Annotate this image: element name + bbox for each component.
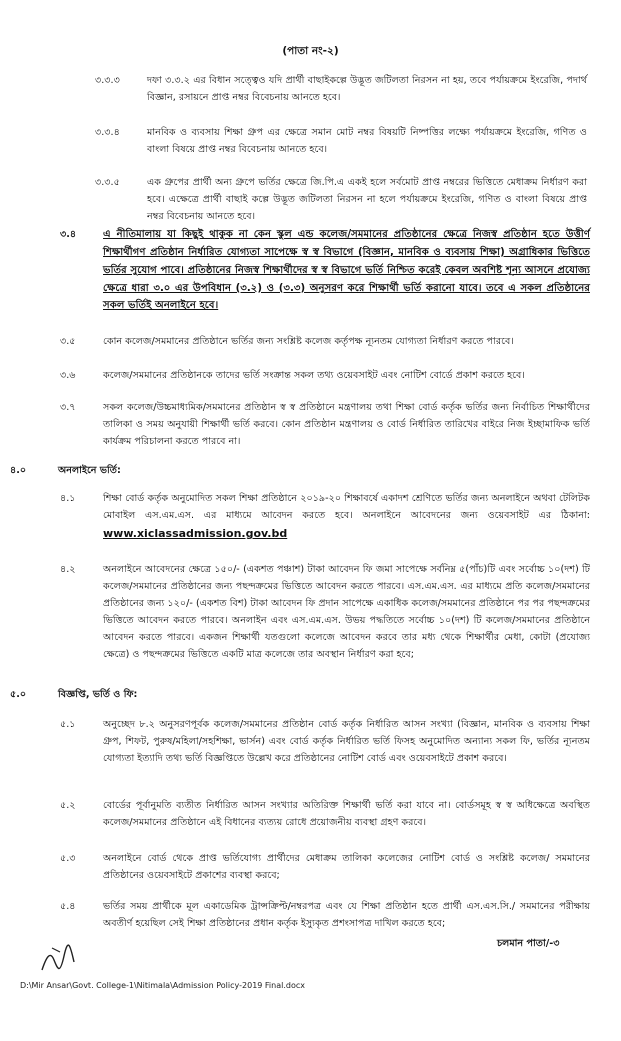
clause-3-4 [60, 226, 590, 316]
clause-text: মানবিক ও ব্যবসায় শিক্ষা গ্রুপ এর ক্ষেত্রে সমান মোট নম্বর বিষয়টি নিষ্পত্তির লক্ষ্যে পর্যায়ক্রমে ইংরেজি, গণিত ও বাংলা বিষয়ে প্রাপ্ত নম্বর বিবেচনায় আনতে হবে। [147, 127, 587, 156]
document-file-path: D:\Mir Ansar\Govt. College-1\Nitimala\Admission Policy-2019 Final.docx [20, 981, 305, 990]
clause-text-wrap [103, 490, 590, 544]
section-number: ৪.০ [10, 465, 27, 476]
clause-text: কোন কলেজ/সমমানের প্রতিষ্ঠানে ভর্তির জন্য সংশ্লিষ্ট কলেজ কর্তৃপক্ষ ন্যূনতম যোগ্যতা নির্ধারণ করতে পারবে। [103, 336, 514, 347]
clause-text: এ নীতিমালায় যা কিছুই থাকুক না কেন স্কুল এন্ড কলেজ/সমমানের প্রতিষ্ঠানের ক্ষেত্রে নিজস্ব প্রতিষ্ঠান হতে উত্তীর্ণ শিক্ষার্থীগণ প্রতিষ্ঠান নির্ধারিত যোগ্যতা সাপেক্ষে স্ব স্ব বিভাগে (বিজ্ঞান, মানবিক ও ব্যবসায় শিক্ষা) অগ্রাধিকার ভিত্তিতে ভর্তির সুযোগ পাবে। প্রতিষ্ঠানের নিজস্ব শিক্ষার্থীদের স্ব স্ব বিভাগে ভর্তি নিশ্চিত করেই কেবল অবশিষ্ট শূন্য আসনে প্রযোজ্য ক্ষেত্রে ধারা ৩.০ এর উপবিধান (৩.২) ও (৩.৩) অনুসরণ করে শিক্ষার্থী ভর্তি করানো যাবে। তবে এ সকল প্রতিষ্ঠানের সকল ভর্তিই অনলাইনে হবে। [103, 229, 590, 312]
clause-text: শিক্ষা বোর্ড কর্তৃক অনুমোদিত সকল শিক্ষা প্রতিষ্ঠানে ২০১৯-২০ শিক্ষাবর্ষে একাদশ শ্রেণিতে ভর্তির জন্য অনলাইনে অথবা টেলিটক মোবাইল এস.এম.এস. এর মাধ্যমে আবেদন করতে হবে। অনলাইনে আবেদনের জন্য ওয়েবসাইট এর ঠিকানা: [103, 493, 590, 522]
clause-3-7 [60, 399, 590, 455]
section-number: ৫.০ [10, 689, 27, 700]
clause-text: অনুচ্ছেদ ৮.২ অনুসরণপূর্বক কলেজ/সমমানের প্রতিষ্ঠান বোর্ড কর্তৃক নির্ধারিত আসন সংখ্যা (বিজ্ঞান, মানবিক ও ব্যবসায় শিক্ষা গ্রুপ, শিফট, পুরুষ/মহিলা/সহশিক্ষা, ভার্সন) এবং বোর্ড কর্তৃক নির্ধারিত ভর্তি ফিসহ অনুমোদিত অন্যান্য সকল ফি, ভর্তির ন্যূনতম যোগ্যতা ইত্যাদি তথ্য ভর্তি বিজ্ঞপ্তিতে উল্লেখ করে প্রতিষ্ঠানের নোটিশ বোর্ড এবং ওয়েবসাইটে প্রকাশ করবে। [103, 719, 590, 765]
clause-number: ৫.৪ [60, 901, 76, 912]
clause-5-3 [60, 850, 590, 890]
clause-4-2 [60, 561, 590, 676]
clause-number: ৩.৩.৩ [95, 75, 120, 86]
clause-text: বোর্ডের পূর্বানুমতি ব্যতীত নির্ধারিত আসন সংখ্যার অতিরিক্ত শিক্ষার্থী ভর্তি করা যাবে না। বোর্ডসমূহ স্ব স্ব অধিক্ষেত্রে অবস্থিত কলেজ/সমমানের প্রতিষ্ঠানে এই বিধানের ব্যত্যয় রোধে প্রয়োজনীয় ব্যবস্থা গ্রহণ করবে। [103, 800, 590, 829]
clause-number: ৫.২ [60, 800, 76, 811]
clause-number: ৫.১ [60, 719, 76, 730]
clause-text: ভর্তির সময় প্রার্থীকে মূল একাডেমিক ট্রান্সক্রিপ্ট/নম্বরপত্র এবং যে শিক্ষা প্রতিষ্ঠান হতে প্রার্থী এস.এস.সি./ সমমানের পরীক্ষায় অবতীর্ণ হয়েছিল সেই শিক্ষা প্রতিষ্ঠানের প্রধান কর্তৃক ইস্যুকৃত প্রশংসাপত্র দাখিল করতে হবে; [103, 901, 590, 930]
clause-5-4 [60, 898, 590, 938]
clause-text: সকল কলেজ/উচ্চমাধ্যমিক/সমমানের প্রতিষ্ঠান স্ব স্ব প্রতিষ্ঠানে মন্ত্রণালয় তথা শিক্ষা বোর্ড কর্তৃক ভর্তির জন্য নির্বাচিত শিক্ষার্থীদের তালিকা ও সময় অনুযায়ী শিক্ষার্থী ভর্তি করবে। কোন প্রতিষ্ঠান মন্ত্রণালয় ও বোর্ড নির্ধারিত তারিখের বাইরে নিজ ইচ্ছামাফিক ভর্তি কার্যক্রম পরিচালনা করতে পারবে না। [103, 402, 590, 448]
clause-5-1 [60, 716, 590, 786]
clause-number: ৫.৩ [60, 853, 76, 864]
clause-number: ৩.৩.৪ [95, 127, 120, 138]
clause-number: ৩.৭ [60, 402, 76, 413]
clause-text: অনলাইনে আবেদনের ক্ষেত্রে ১৫০/- (একশত পঞ্চাশ) টাকা আবেদন ফি জমা সাপেক্ষে সর্বনিম্ন ৫(পাঁচ)টি এবং সর্বোচ্চ ১০(দশ) টি কলেজ/সমমানের প্রতিষ্ঠানের জন্য পছন্দক্রমের ভিত্তিতে আবেদন করতে পারবে। এস.এম.এস. এর মাধ্যমে প্রতি কলেজ/সমমানের প্রতিষ্ঠানের জন্য ১২০/- (একশত বিশ) টাকা আবেদন ফি প্রদান সাপেক্ষে একাধিক কলেজ/সমমানের প্রতিষ্ঠানে পর পর পছন্দক্রমের ভিত্তিতে আবেদন করতে পারবে। অনলাইন এবং এস.এম.এস. উভয় পদ্ধতিতে সর্বোচ্চ ১০(দশ) টি কলেজ/সমমানের প্রতিষ্ঠানে আবেদন করতে পারবে। একজন শিক্ষার্থী যতগুলো কলেজে আবেদন করবে তার মধ্য থেকে শিক্ষার্থীর মেধা, কোটা (প্রযোজ্য ক্ষেত্রে) ও পছন্দক্রমের ভিত্তিতে একটি মাত্র কলেজে তার অবস্থান নির্ধারণ করা হবে; [103, 564, 590, 661]
clause-text: এক গ্রুপের প্রার্থী অন্য গ্রুপে ভর্তির ক্ষেত্রে জি.পি.এ একই হলে সর্বমোট প্রাপ্ত নম্বরের ভিত্তিতে মেধাক্রম নির্ধারণ করা হবে। এক্ষেত্রে প্রার্থী বাছাই কল্পে উদ্ভূত জটিলতা নিরসন না হলে পর্যায়ক্রমে ইংরেজি, গণিত ও বাংলা বিষয়ে প্রাপ্ত নম্বর বিবেচনায় আনতে হবে। [147, 177, 587, 223]
clause-number: ৩.৬ [60, 370, 76, 381]
clause-3-5 [60, 333, 590, 353]
clause-number: ৩.৩.৫ [95, 177, 120, 188]
section-5-heading [10, 686, 310, 706]
clause-3-6 [60, 367, 590, 387]
clause-number: ৩.৫ [60, 336, 76, 347]
section-title: অনলাইনে ভর্তি: [58, 465, 121, 476]
page-number-label: (পাতা নং-২) [282, 45, 339, 57]
clause-text: কলেজ/সমমানের প্রতিষ্ঠানকে তাদের ভর্তি সংক্রান্ত সকল তথ্য ওয়েবসাইট এবং নোটিশ বোর্ডে প্রকাশ করতে হবে। [103, 370, 525, 381]
signature-mark [38, 940, 78, 976]
clause-text: দফা ৩.৩.২ এর বিধান সত্ত্বেও যদি প্রার্থী বাছাইকল্পে উদ্ভূত জটিলতা নিরসন না হয়, তবে পর্যায়ক্রমে ইংরেজি, পদার্থ বিজ্ঞান, রসায়নে প্রাপ্ত নম্বর বিবেচনায় আনতে হবে। [147, 75, 587, 104]
clause-number: ৪.১ [60, 493, 76, 504]
clause-5-2 [60, 797, 590, 837]
section-4-heading [10, 462, 310, 482]
clause-3-3-4 [95, 124, 587, 164]
clause-3-3-5 [95, 174, 587, 230]
clause-3-3-3 [95, 72, 587, 112]
continued-page-label: চলমান পাতা/-৩ [497, 938, 560, 949]
clause-text: অনলাইনে বোর্ড থেকে প্রাপ্ত ভর্তিযোগ্য প্রার্থীদের মেধাক্রম তালিকা কলেজের নোটিশ বোর্ড ও সংশ্লিষ্ট কলেজ/ সমমানের প্রতিষ্ঠানের ওয়েবসাইটে প্রকাশের ব্যবস্থা করবে; [103, 853, 590, 882]
clause-4-1 [60, 490, 590, 554]
clause-number: ৩.৪ [60, 229, 77, 240]
section-title: বিজ্ঞপ্তি, ভর্তি ও ফি: [58, 689, 138, 700]
clause-number: ৪.২ [60, 564, 76, 575]
admission-website-link[interactable]: www.xiclassadmission.gov.bd [103, 527, 288, 541]
